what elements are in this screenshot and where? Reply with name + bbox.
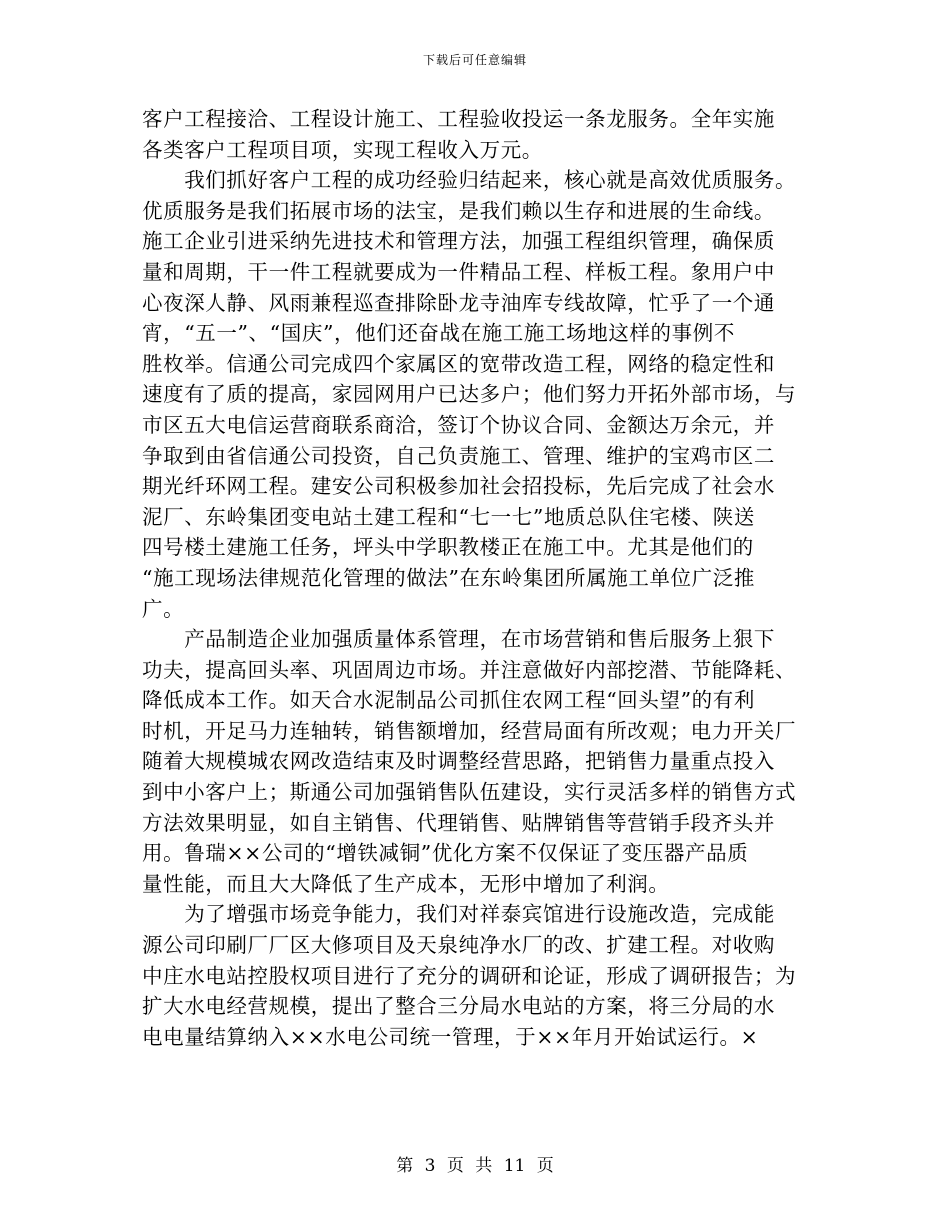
body-line: 施工企业引进采纳先进技术和管理方法，加强工程组织管理，确保质 <box>142 229 775 254</box>
page-number-footer: 第 3 页 共 11 页 <box>396 1156 554 1176</box>
body-line: 量性能，而且大大降低了生产成本，无形中增加了利润。 <box>142 871 670 896</box>
body-line: 降低成本工作。如天合水泥制品公司抓住农网工程“回头望”的有利 <box>142 688 755 713</box>
body-line: 心夜深人静、风雨兼程巡查排除卧龙寺油库专线故障，忙乎了一个通 <box>142 290 775 315</box>
body-line: 宵，“五一”、“国庆”，他们还奋战在施工施工场地这样的事例不 <box>142 321 735 346</box>
body-line: 到中小客户上；斯通公司加强销售队伍建设，实行灵活多样的销售方式 <box>142 780 797 805</box>
body-line: 争取到由省信通公司投资，自己负责施工、管理、维护的宝鸡市区二 <box>142 443 775 468</box>
body-line: “施工现场法律规范化管理的做法”在东岭集团所属施工单位广泛推 <box>142 565 755 590</box>
document-body <box>142 104 832 1052</box>
body-line: 广。 <box>142 596 185 621</box>
body-line: 量和周期，干一件工程就要成为一件精品工程、样板工程。象用户中 <box>142 259 775 284</box>
body-line: 优质服务是我们拓展市场的法宝，是我们赖以生存和进展的生命线。 <box>142 198 775 223</box>
body-line: 源公司印刷厂厂区大修项目及天泉纯净水厂的改、扩建工程。对收购 <box>142 933 775 958</box>
body-line: 客户工程接洽、工程设计施工、工程验收投运一条龙服务。全年实施 <box>142 107 775 131</box>
body-line: 胜枚举。信通公司完成四个家属区的宽带改造工程，网络的稳定性和 <box>142 351 775 376</box>
body-line: 方法效果明显，如自主销售、代理销售、贴牌销售等营销手段齐头并 <box>142 810 775 835</box>
body-line: 用。鲁瑞××公司的“增铁减铜”优化方案不仅保证了变压器产品质 <box>142 841 749 866</box>
body-line: 时机，开足马力连轴转，销售额增加，经营局面有所改观；电力开关厂 <box>142 718 797 743</box>
body-line: 市区五大电信运营商联系商洽，签订个协议合同、金额达万余元，并 <box>142 412 775 437</box>
body-line: 泥厂、东岭集团变电站土建工程和“七一七”地质总队住宅楼、陕送 <box>142 504 755 529</box>
body-line: 随着大规模城农网改造结束及时调整经营思路，把销售力量重点投入 <box>142 749 775 774</box>
body-line: 为了增强市场竞争能力，我们对祥泰宾馆进行设施改造，完成能 <box>142 902 775 927</box>
body-line: 产品制造企业加强质量体系管理，在市场营销和售后服务上狠下 <box>142 627 775 652</box>
body-line: 电电量结算纳入××水电公司统一管理，于××年月开始试运行。× <box>142 1024 759 1049</box>
body-line: 各类客户工程项目项，实现工程收入万元。 <box>142 137 543 162</box>
body-line: 扩大水电经营规模，提出了整合三分局水电站的方案，将三分局的水 <box>142 994 775 1019</box>
body-line: 中庄水电站控股权项目进行了充分的调研和论证，形成了调研报告；为 <box>142 963 797 988</box>
body-line: 速度有了质的提高，家园网用户已达多户；他们努力开拓外部市场，与 <box>142 382 797 407</box>
body-line: 四号楼土建施工任务，坪头中学职教楼正在施工中。尤其是他们的 <box>142 535 754 560</box>
body-line: 功夫，提高回头率、巩固周边市场。并注意做好内部挖潜、节能降耗、 <box>142 657 797 682</box>
page-header: 下载后可任意编辑 <box>422 53 527 67</box>
body-line: 期光纤环网工程。建安公司积极参加社会招投标，先后完成了社会水 <box>142 474 775 499</box>
body-line: 我们抓好客户工程的成功经验归结起来，核心就是高效优质服务。 <box>142 168 797 193</box>
